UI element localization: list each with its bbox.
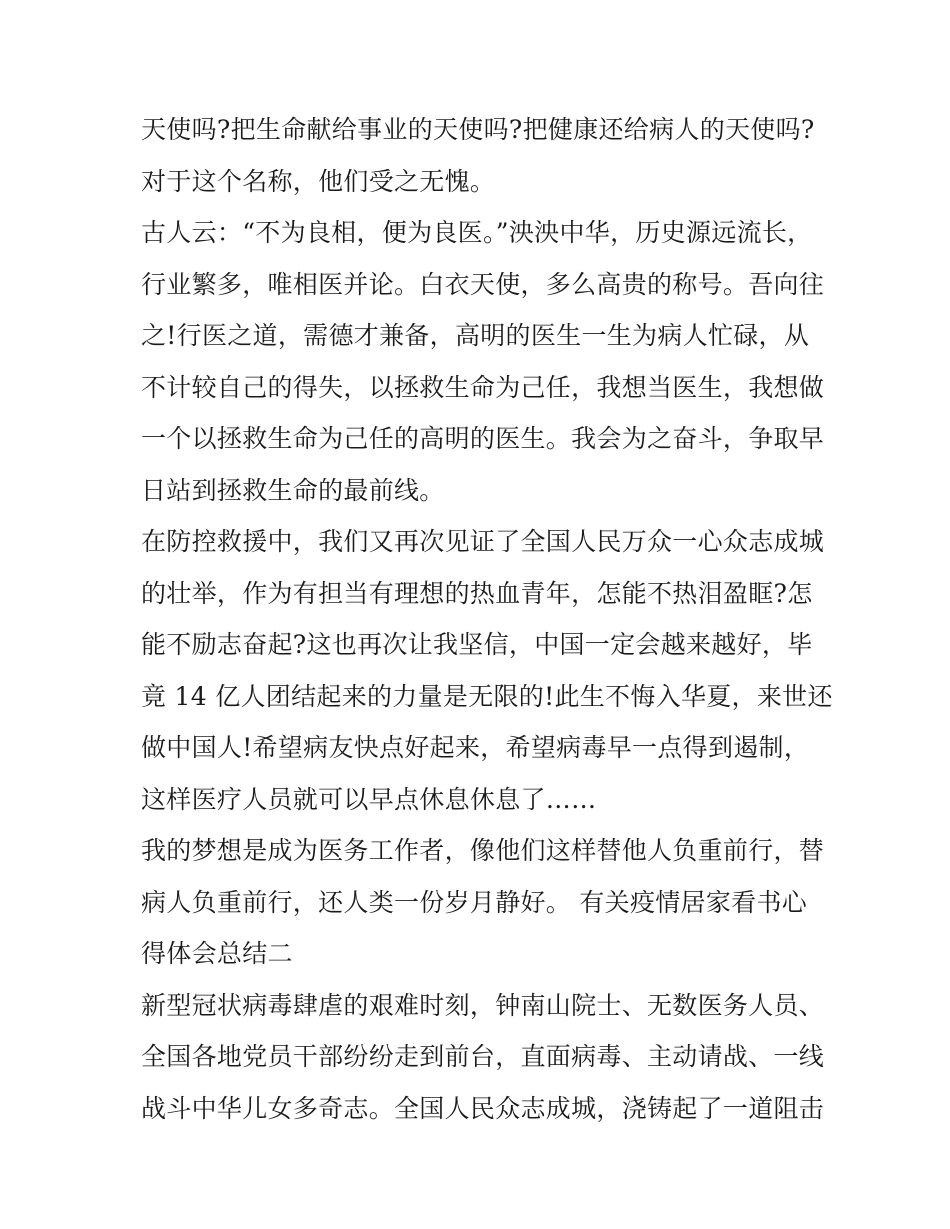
text-line: 竟 14 亿人团结起来的力量是无限的!此生不悔入华夏，来世还 [141, 681, 833, 711]
text-line: 病人负重前行，还人类一份岁月静好。 有关疫情居家看书心 [141, 887, 808, 917]
text-line: 之!行医之道，需德才兼备，高明的医生一生为病人忙碌，从 [141, 321, 810, 350]
text-line: 能不励志奋起?这也再次让我坚信，中国一定会越来越好，毕 [141, 630, 813, 659]
text-line: 做中国人!希望病友快点好起来，希望病毒早一点得到遏制， [141, 733, 810, 762]
document-body [141, 104, 833, 1134]
text-line: 古人云：“不为良相，便为良医。”泱泱中华，历史源远流长， [141, 218, 813, 247]
text-line: 这样医疗人员就可以早点休息休息了…… [141, 784, 597, 814]
text-line: 新型冠状病毒肆虐的艰难时刻，钟南山院士、无数医务人员、 [141, 990, 825, 1020]
text-line: 在防控救援中，我们又再次见证了全国人民万众一心众志成城 [141, 527, 825, 556]
text-line: 日站到拯救生命的最前线。 [141, 475, 445, 505]
text-line: 一个以拯救生命为己任的高明的医生。我会为之奋斗，争取早 [141, 424, 825, 453]
text-line: 全国各地党员干部纷纷走到前台，直面病毒、主动请战、一线 [141, 1042, 825, 1071]
text-line: 战斗中华儿女多奇志。全国人民众志成城，浇铸起了一道阻击 [141, 1093, 825, 1123]
text-line: 得体会总结二 [141, 939, 293, 968]
text-line: 天使吗?把生命献给事业的天使吗?把健康还给病人的天使吗? [141, 115, 815, 144]
text-line: 的壮举，作为有担当有理想的热血青年，怎能不热泪盈眶?怎 [141, 578, 813, 608]
text-line: 行业繁多，唯相医并论。白衣天使，多么高贵的称号。吾向往 [141, 269, 825, 299]
text-line: 我的梦想是成为医务工作者，像他们这样替他人负重前行，替 [141, 836, 825, 865]
text-line: 不计较自己的得失，以拯救生命为己任，我想当医生，我想做 [141, 372, 825, 402]
text-line: 对于这个名称，他们受之无愧。 [141, 166, 496, 196]
